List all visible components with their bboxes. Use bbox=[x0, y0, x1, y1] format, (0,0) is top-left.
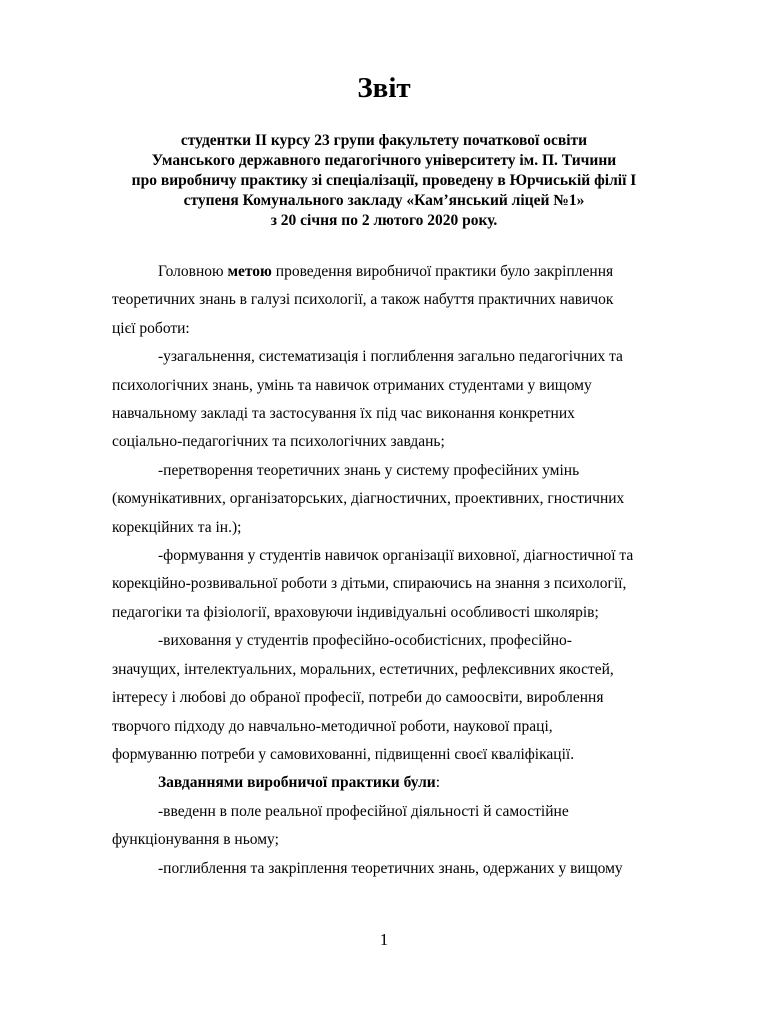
body-line: -виховання у студентів професійно-особистісних, професійно- bbox=[158, 632, 572, 650]
document-body bbox=[112, 258, 716, 883]
body-line: творчого підходу до навчально-методичної роботи, наукової праці, bbox=[112, 717, 553, 735]
subtitle-line bbox=[100, 211, 668, 231]
body-line: інтересу і любові до обраної професії, потреби до самоосвіти, вироблення bbox=[112, 689, 604, 707]
body-line bbox=[112, 258, 716, 286]
body-line: -поглиблення та закріплення теоретичних знань, одержаних у вищому bbox=[158, 859, 623, 877]
body-line: педагогіки та фізіології, враховуючи індивідуальні особливості школярів; bbox=[112, 603, 599, 621]
goal-item bbox=[112, 542, 716, 627]
intro-text-after: проведення виробничої практики було закріплення bbox=[271, 263, 614, 280]
body-line: формуванню потреби у самовихованні, підвищенні своєї кваліфікації. bbox=[112, 745, 575, 763]
body-line: -перетворення теоретичних знань у систему професійних умінь bbox=[158, 461, 580, 479]
body-line: -формування у студентів навичок організації виховної, діагностичної та bbox=[158, 547, 634, 565]
tasks-heading bbox=[112, 769, 716, 797]
body-line: значущих, інтелектуальних, моральних, естетичних, рефлексивних якостей, bbox=[112, 660, 614, 678]
tasks-heading-colon: : bbox=[435, 774, 441, 792]
subtitle-dates: з 20 січня по 2 лютого 2020 року. bbox=[270, 212, 498, 229]
body-line: функціонування в ньому; bbox=[112, 831, 279, 849]
goal-item bbox=[112, 627, 716, 769]
subtitle-line: ступеня Комунального закладу «Кам’янський ліцей №1» bbox=[183, 192, 585, 209]
tasks-heading-bold: Завданнями виробничої практики були bbox=[158, 774, 436, 792]
body-line: -узагальнення, систематизація і поглиблення загально педагогічних та bbox=[158, 348, 623, 366]
body-line: психологічних знань, умінь та навичок отриманих студентами у вищому bbox=[112, 376, 592, 394]
body-line: соціально-педагогічних та психологічних завдань; bbox=[112, 433, 445, 451]
body-line: цієї роботи: bbox=[112, 319, 190, 337]
body-line: навчальному закладі та застосування їх під час виконання конкретних bbox=[112, 405, 575, 423]
body-line: теоретичних знань в галузі психології, а також набуття практичних навичок bbox=[112, 291, 614, 309]
body-line: корекційних та ін.); bbox=[112, 518, 242, 536]
goal-item bbox=[112, 343, 716, 457]
intro-text-before: Головною bbox=[158, 263, 228, 280]
body-line: корекційно-розвивальної роботи з дітьми, спираючись на знання з психології, bbox=[112, 575, 627, 593]
subtitle-line: студентки ІІ курсу 23 групи факультету початкової освіти bbox=[180, 132, 588, 149]
subtitle-line: Уманського державного педагогічного університету ім. П. Тичини bbox=[151, 152, 617, 169]
document-subtitle bbox=[100, 131, 668, 231]
goal-item bbox=[112, 457, 716, 542]
body-line: (комунікативних, організаторських, діагностичних, проективних, гностичних bbox=[112, 490, 625, 508]
body-line: -введенн в поле реальної професійної діяльності й самостійне bbox=[158, 802, 569, 820]
task-item bbox=[112, 855, 716, 883]
body-line bbox=[112, 769, 716, 797]
intro-bold-term: метою bbox=[227, 263, 272, 280]
subtitle-line: про виробничу практику зі спеціалізації, проведену в Юрчиській філії І bbox=[131, 172, 637, 189]
task-item bbox=[112, 798, 716, 855]
page-number: 1 bbox=[379, 930, 389, 949]
document-title: Звіт bbox=[357, 72, 411, 104]
intro-paragraph bbox=[112, 258, 716, 343]
